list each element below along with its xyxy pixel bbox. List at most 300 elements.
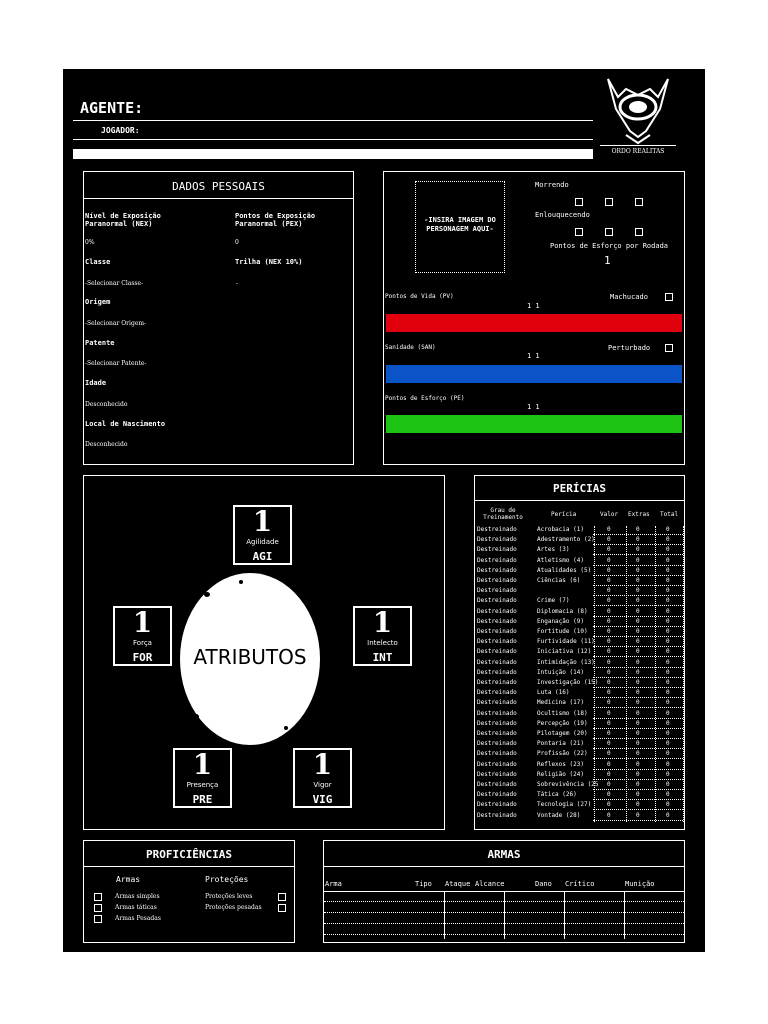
pe-rodada-label: Pontos de Esforço por Rodada: [550, 242, 669, 250]
pericia-grau[interactable]: Destreinado: [477, 526, 517, 533]
pericia-valor[interactable]: 0: [607, 648, 611, 656]
pericia-extras[interactable]: 0: [636, 730, 640, 737]
pericia-nome: Iniciativa (12): [537, 648, 592, 656]
pericia-valor[interactable]: 0: [607, 689, 611, 697]
morrendo-check-2[interactable]: [605, 198, 613, 206]
pericia-total: 0: [666, 556, 670, 564]
circle-texture: [204, 592, 210, 597]
character-image-placeholder[interactable]: [415, 181, 505, 273]
jogador-line: [73, 139, 593, 140]
prof-arma-item: [94, 903, 194, 913]
pericia-grau[interactable]: Destreinado: [477, 770, 517, 778]
pericia-grau[interactable]: Destreinado: [477, 638, 517, 646]
ordo-realitas-logo: [600, 69, 676, 159]
pericia-grau[interactable]: Destreinado: [477, 781, 517, 788]
pericia-total: 0: [666, 730, 670, 737]
agente-label: AGENTE:: [80, 99, 144, 117]
pericia-nome: Fortitude (10): [537, 628, 588, 635]
agi-abbr: AGI: [252, 550, 273, 563]
atributos-panel: [83, 475, 445, 830]
machucado-label: Machucado: [610, 293, 648, 301]
pericia-nome: Ocultismo (18): [537, 709, 588, 717]
attr-agi[interactable]: [233, 505, 292, 565]
nex-label: Nível de Exposição Paranormal (NEX): [85, 212, 161, 228]
agi-value[interactable]: 1: [252, 505, 273, 538]
protecoes-prof-label: Proteções: [205, 875, 249, 884]
pericia-total: 0: [666, 577, 670, 584]
image-placeholder-text: -INSIRA IMAGEM DO PERSONAGEM AQUI-: [424, 216, 496, 233]
pericia-nome: Furtividade (11): [537, 638, 595, 646]
pericia-extras[interactable]: 0: [636, 689, 640, 697]
pericia-extras[interactable]: 0: [636, 750, 640, 758]
pericia-dotline: [593, 554, 683, 555]
pericia-total: 0: [666, 546, 670, 554]
pericia-extras[interactable]: 0: [636, 801, 640, 809]
col-extras-header: Extras: [628, 511, 650, 518]
pericia-dotline: [593, 544, 683, 545]
circle-texture: [239, 580, 243, 584]
agente-line: [73, 120, 593, 121]
armas-column-header: Tipo: [415, 880, 432, 888]
pericias-column-divider: [626, 526, 627, 822]
pericia-valor[interactable]: 0: [607, 811, 611, 819]
pericia-valor[interactable]: 0: [607, 699, 611, 707]
pericia-total: 0: [666, 668, 670, 676]
pericia-grau[interactable]: Destreinado: [477, 648, 517, 656]
pericia-grau[interactable]: Destreinado: [477, 750, 517, 758]
pericia-dotline: [593, 718, 683, 719]
pericia-nome: Artes (3): [537, 546, 570, 554]
pericia-grau[interactable]: Destreinado: [477, 607, 517, 615]
nex-value[interactable]: 0%: [85, 239, 95, 246]
pericia-extras[interactable]: 0: [636, 668, 640, 676]
pericia-nome: Vontade (28): [537, 811, 581, 819]
pericia-nome: Adestramento (2): [537, 536, 595, 544]
logo-text: ORDO REALITAS: [600, 145, 676, 155]
pericia-dotline: [593, 697, 683, 698]
pericia-total: 0: [666, 750, 670, 758]
armas-column-header: Munição: [625, 880, 655, 888]
pericia-valor[interactable]: 0: [607, 730, 611, 737]
armas-prof-label: Armas: [116, 875, 141, 884]
pericia-nome: Acrobacia (1): [537, 526, 584, 533]
pericia-dotline: [593, 748, 683, 749]
pericia-grau[interactable]: Destreinado: [477, 719, 517, 727]
pericia-valor[interactable]: 0: [607, 556, 611, 564]
pv-label: Pontos de Vida (PV): [385, 293, 454, 300]
armas-column-header: Dano: [535, 880, 552, 888]
pericia-nome: Investigação (15): [537, 679, 599, 686]
pericia-extras[interactable]: 0: [636, 556, 640, 564]
pericias-title-line: [475, 500, 684, 501]
patente-label: Patente: [85, 339, 115, 347]
pericia-grau[interactable]: Destreinado: [477, 811, 517, 819]
proficiencias-panel: [83, 840, 295, 943]
pericia-valor[interactable]: 0: [607, 801, 611, 809]
pericia-grau[interactable]: Destreinado: [477, 791, 517, 799]
pericia-grau[interactable]: Destreinado: [477, 597, 517, 605]
pericia-dotline: [593, 789, 683, 790]
armas-panel: [323, 840, 685, 943]
prof-arma-checkbox[interactable]: [94, 893, 102, 901]
attr-for[interactable]: [113, 606, 172, 666]
pericia-valor[interactable]: 0: [607, 587, 611, 595]
enlouquecendo-label: Enlouquecendo: [535, 211, 590, 219]
pericia-total: 0: [666, 597, 670, 605]
local-nascimento-label: Local de Nascimento: [85, 420, 166, 428]
classe-label: Classe: [85, 258, 111, 266]
pericia-total: 0: [666, 781, 670, 788]
morrendo-check-3[interactable]: [635, 198, 643, 206]
pericia-valor[interactable]: 0: [607, 719, 611, 727]
for-value[interactable]: 1: [132, 606, 153, 639]
pre-abbr: PRE: [192, 793, 213, 806]
pe-value[interactable]: 1 1: [527, 403, 540, 411]
san-bar[interactable]: [386, 365, 682, 383]
pericia-dotline: [593, 656, 683, 657]
pericia-dotline: [593, 738, 683, 739]
prof-protecao-checkbox[interactable]: [278, 904, 286, 912]
pericia-grau[interactable]: Destreinado: [477, 566, 517, 574]
dados-pessoais-panel: [83, 171, 354, 465]
san-label: Sanidade (SAN): [385, 344, 436, 351]
prof-arma-label: Armas Pesadas: [115, 915, 161, 922]
pericia-total: 0: [666, 566, 670, 574]
pericia-valor[interactable]: 0: [607, 526, 611, 533]
pericia-extras[interactable]: 0: [636, 658, 640, 666]
enlouquecendo-check-2[interactable]: [605, 228, 613, 236]
pericia-total: 0: [666, 628, 670, 635]
pericia-grau[interactable]: Destreinado: [477, 668, 517, 676]
pex-value[interactable]: 0: [235, 239, 239, 246]
pericia-total: 0: [666, 709, 670, 717]
pericia-extras[interactable]: 0: [636, 617, 640, 625]
pericia-nome: Enganação (9): [537, 617, 584, 625]
pericia-extras[interactable]: 0: [636, 566, 640, 574]
pericia-nome: Diplomacia (8): [537, 607, 588, 615]
pericia-extras[interactable]: 0: [636, 648, 640, 656]
pericia-nome: Religião (24): [537, 770, 584, 778]
morrendo-label: Morrendo: [535, 181, 569, 189]
pericia-total: 0: [666, 740, 670, 748]
pericia-grau[interactable]: Destreinado: [477, 740, 517, 748]
atributos-label: ATRIBUTOS: [193, 645, 307, 669]
name-input-bar[interactable]: [73, 149, 593, 159]
pericia-extras[interactable]: 0: [636, 546, 640, 554]
jogador-label: JOGADOR:: [101, 126, 140, 135]
pericias-panel: [474, 475, 685, 830]
pericia-grau[interactable]: Destreinado: [477, 617, 517, 625]
pericia-nome: Intimidação (13): [537, 658, 595, 666]
pericia-total: 0: [666, 719, 670, 727]
vig-abbr: VIG: [312, 793, 333, 806]
armas-column-header: Crítico: [565, 880, 595, 888]
circle-texture: [194, 714, 199, 720]
pericia-total: 0: [666, 811, 670, 819]
pericia-nome: Profissão (22): [537, 750, 588, 758]
prof-arma-item: [94, 914, 194, 924]
pericia-dotline: [593, 616, 683, 617]
pericia-grau[interactable]: Destreinado: [477, 760, 517, 768]
pericia-nome: Tática (26): [537, 791, 577, 799]
pericia-extras[interactable]: 0: [636, 628, 640, 635]
pericia-grau[interactable]: Destreinado: [477, 587, 517, 595]
enlouquecendo-check-3[interactable]: [635, 228, 643, 236]
attr-vig[interactable]: [293, 748, 352, 808]
col-grau-header: Grau de Treinamento: [483, 507, 523, 521]
pericia-extras[interactable]: 0: [636, 587, 640, 595]
armas-column-divider: [504, 891, 505, 939]
pericia-dotline: [593, 585, 683, 586]
pericia-extras[interactable]: 0: [636, 811, 640, 819]
attr-int[interactable]: [353, 606, 412, 666]
pericia-dotline: [593, 769, 683, 770]
pericia-grau[interactable]: Destreinado: [477, 577, 517, 584]
agi-name: Agilidade: [246, 538, 279, 546]
pericia-grau[interactable]: Destreinado: [477, 556, 517, 564]
for-name: Força: [133, 639, 152, 647]
pericia-extras[interactable]: 0: [636, 791, 640, 799]
armas-title-line: [324, 866, 684, 867]
prof-arma-item: [94, 892, 194, 902]
pericia-grau[interactable]: Destreinado: [477, 801, 517, 809]
patente-select[interactable]: -Selecionar Patente-: [85, 360, 147, 367]
pericia-extras[interactable]: 0: [636, 719, 640, 727]
idade-value[interactable]: Desconhecido: [85, 401, 128, 408]
machucado-check[interactable]: [665, 293, 673, 301]
pericia-valor[interactable]: 0: [607, 658, 611, 666]
pericia-valor[interactable]: 0: [607, 546, 611, 554]
pericia-valor[interactable]: 0: [607, 791, 611, 799]
pericia-grau[interactable]: Destreinado: [477, 658, 517, 666]
pericia-extras[interactable]: 0: [636, 770, 640, 778]
int-value[interactable]: 1: [372, 606, 393, 639]
pericia-total: 0: [666, 679, 670, 686]
vig-name: Vigor: [313, 781, 332, 789]
armas-column-header: Alcance: [475, 880, 505, 888]
pericia-valor[interactable]: 0: [607, 679, 611, 686]
pericia-nome: Percepção (19): [537, 719, 588, 727]
pericia-dotline: [593, 758, 683, 759]
pericia-extras[interactable]: 0: [636, 679, 640, 686]
pericia-nome: Medicina (17): [537, 699, 584, 707]
trilha-label: Trilha (NEX 10%): [235, 258, 303, 266]
pericia-extras[interactable]: 0: [636, 597, 640, 605]
pericia-nome: Pontaria (21): [537, 740, 584, 748]
pre-name: Presença: [186, 781, 219, 789]
pericia-nome: Sobrevivência (25: [537, 781, 599, 788]
morrendo-check-1[interactable]: [575, 198, 583, 206]
pv-value[interactable]: 1 1: [527, 302, 540, 310]
character-sheet: [63, 69, 705, 952]
pericia-total: 0: [666, 638, 670, 646]
pericia-valor[interactable]: 0: [607, 760, 611, 768]
origem-label: Origem: [85, 298, 111, 306]
int-name: Intelecto: [367, 639, 398, 647]
prof-protecao-checkbox[interactable]: [278, 893, 286, 901]
pericia-valor[interactable]: 0: [607, 628, 611, 635]
attr-pre[interactable]: [173, 748, 232, 808]
pv-bar[interactable]: [386, 314, 682, 332]
pericia-nome: Ciências (6): [537, 577, 581, 584]
pericia-extras[interactable]: 0: [636, 760, 640, 768]
vig-value[interactable]: 1: [312, 748, 333, 781]
col-valor-header: Valor: [600, 511, 619, 518]
armas-grid: [324, 891, 684, 941]
pericia-dotline: [593, 575, 683, 576]
pericia-grau[interactable]: Destreinado: [477, 679, 517, 686]
pericia-grau[interactable]: Destreinado: [477, 730, 517, 737]
proficiencias-title: PROFICIÊNCIAS: [145, 848, 233, 861]
prof-protecao-label: Proteções leves: [205, 893, 253, 900]
pericia-valor[interactable]: 0: [607, 597, 611, 605]
pericia-valor[interactable]: 0: [607, 638, 611, 646]
status-panel: [383, 171, 685, 465]
pericia-dotline: [593, 799, 683, 800]
local-nascimento-value[interactable]: Desconhecido: [85, 441, 128, 448]
pericia-extras[interactable]: 0: [636, 577, 640, 584]
pericia-nome: Atletismo (4): [537, 556, 584, 564]
pericia-extras[interactable]: 0: [636, 740, 640, 748]
pericia-dotline: [593, 728, 683, 729]
prof-arma-label: Armas táticas: [115, 904, 157, 911]
pericia-dotline: [593, 636, 683, 637]
pericia-grau[interactable]: Destreinado: [477, 628, 517, 635]
ordo-logo-emblem-icon: [600, 69, 676, 149]
pericia-nome: Pilotagem (20): [537, 730, 588, 737]
pericias-column-divider: [655, 526, 656, 822]
int-abbr: INT: [372, 651, 393, 664]
pericia-nome: Atualidades (5): [537, 566, 592, 574]
pericia-total: 0: [666, 607, 670, 615]
pericia-nome: Reflexos (23): [537, 760, 584, 768]
san-value[interactable]: 1 1: [527, 352, 540, 360]
perturbado-check[interactable]: [665, 344, 673, 352]
pericia-dotline: [593, 820, 683, 821]
pericia-valor[interactable]: 0: [607, 668, 611, 676]
pericia-valor[interactable]: 0: [607, 577, 611, 584]
prof-arma-label: Armas simples: [115, 893, 160, 900]
pericia-valor[interactable]: 0: [607, 770, 611, 778]
atributos-circle: [180, 573, 320, 745]
prof-arma-checkbox[interactable]: [94, 915, 102, 923]
for-abbr: FOR: [132, 651, 153, 664]
prof-arma-checkbox[interactable]: [94, 904, 102, 912]
pericia-dotline: [593, 707, 683, 708]
pericia-valor[interactable]: 0: [607, 740, 611, 748]
pericia-nome: Crime (7): [537, 597, 570, 605]
pericia-grau[interactable]: Destreinado: [477, 546, 517, 554]
dados-pessoais-title: DADOS PESSOAIS: [172, 180, 265, 193]
pericia-total: 0: [666, 648, 670, 656]
enlouquecendo-check-1[interactable]: [575, 228, 583, 236]
pericia-dotline: [593, 534, 683, 535]
pericia-nome: Tecnologia (27): [537, 801, 592, 809]
pericia-valor[interactable]: 0: [607, 781, 611, 788]
pericias-column-divider: [683, 526, 684, 822]
armas-column-header: Ataque: [445, 880, 471, 888]
dados-title-line: [84, 198, 353, 199]
pericia-extras[interactable]: 0: [636, 526, 640, 533]
pe-rodada-value[interactable]: 1: [604, 254, 611, 267]
pericia-grau[interactable]: Destreinado: [477, 689, 517, 697]
circle-texture: [284, 726, 288, 730]
pre-value[interactable]: 1: [192, 748, 213, 781]
pericia-total: 0: [666, 760, 670, 768]
trilha-select[interactable]: -: [235, 280, 239, 287]
armas-column-divider: [564, 891, 565, 939]
pericia-valor[interactable]: 0: [607, 536, 611, 544]
col-total-header: Total: [660, 511, 679, 518]
pericia-extras[interactable]: 0: [636, 607, 640, 615]
pericia-nome: Intuição (14): [537, 668, 584, 676]
pericia-valor[interactable]: 0: [607, 566, 611, 574]
pericia-valor[interactable]: 0: [607, 750, 611, 758]
pericia-dotline: [593, 809, 683, 810]
armas-title: ARMAS: [487, 848, 521, 861]
prof-protecao-label: Proteções pesadas: [205, 904, 262, 911]
armas-header-row: [324, 880, 684, 890]
pericia-dotline: [593, 667, 683, 668]
pericia-total: 0: [666, 617, 670, 625]
pericia-dotline: [593, 626, 683, 627]
pericia-nome: Luta (16): [537, 689, 570, 697]
col-pericia-header: Perícia: [551, 511, 577, 518]
pericia-grau[interactable]: Destreinado: [477, 709, 517, 717]
pericia-total: 0: [666, 658, 670, 666]
prof-protecao-item: [205, 892, 291, 902]
prof-protecao-item: [205, 903, 291, 913]
pericia-valor[interactable]: 0: [607, 709, 611, 717]
pericia-total: 0: [666, 699, 670, 707]
pericia-grau[interactable]: Destreinado: [477, 699, 517, 707]
pericia-dotline: [593, 687, 683, 688]
pericia-dotline: [593, 779, 683, 780]
pericia-total: 0: [666, 536, 670, 544]
pex-label: Pontos de Exposição Paranormal (PEX): [235, 212, 316, 228]
pericia-total: 0: [666, 770, 670, 778]
pericia-extras[interactable]: 0: [636, 709, 640, 717]
pericia-valor[interactable]: 0: [607, 617, 611, 625]
classe-select[interactable]: -Selecionar Classe-: [85, 280, 144, 287]
pericia-extras[interactable]: 0: [636, 699, 640, 707]
pericia-dotline: [593, 565, 683, 566]
pericia-valor[interactable]: 0: [607, 607, 611, 615]
pericia-dotline: [593, 677, 683, 678]
pericia-extras[interactable]: 0: [636, 781, 640, 788]
pericia-total: 0: [666, 587, 670, 595]
pericia-total: 0: [666, 801, 670, 809]
proficiencias-title-line: [84, 866, 294, 867]
pericia-extras[interactable]: 0: [636, 638, 640, 646]
pericia-grau[interactable]: Destreinado: [477, 536, 517, 544]
pericia-extras[interactable]: 0: [636, 536, 640, 544]
armas-column-header: Arma: [325, 880, 342, 888]
pericia-dotline: [593, 605, 683, 606]
pericia-total: 0: [666, 689, 670, 697]
idade-label: Idade: [85, 379, 107, 387]
perturbado-label: Perturbado: [608, 344, 651, 352]
pe-bar[interactable]: [386, 415, 682, 433]
pericias-title: PERÍCIAS: [553, 482, 606, 495]
pericia-dotline: [593, 646, 683, 647]
origem-select[interactable]: -Selecionar Origem-: [85, 320, 147, 327]
armas-column-divider: [624, 891, 625, 939]
pericias-rows: [475, 526, 684, 826]
pericias-column-divider: [594, 526, 595, 822]
armas-column-divider: [444, 891, 445, 939]
pericia-total: 0: [666, 791, 670, 799]
